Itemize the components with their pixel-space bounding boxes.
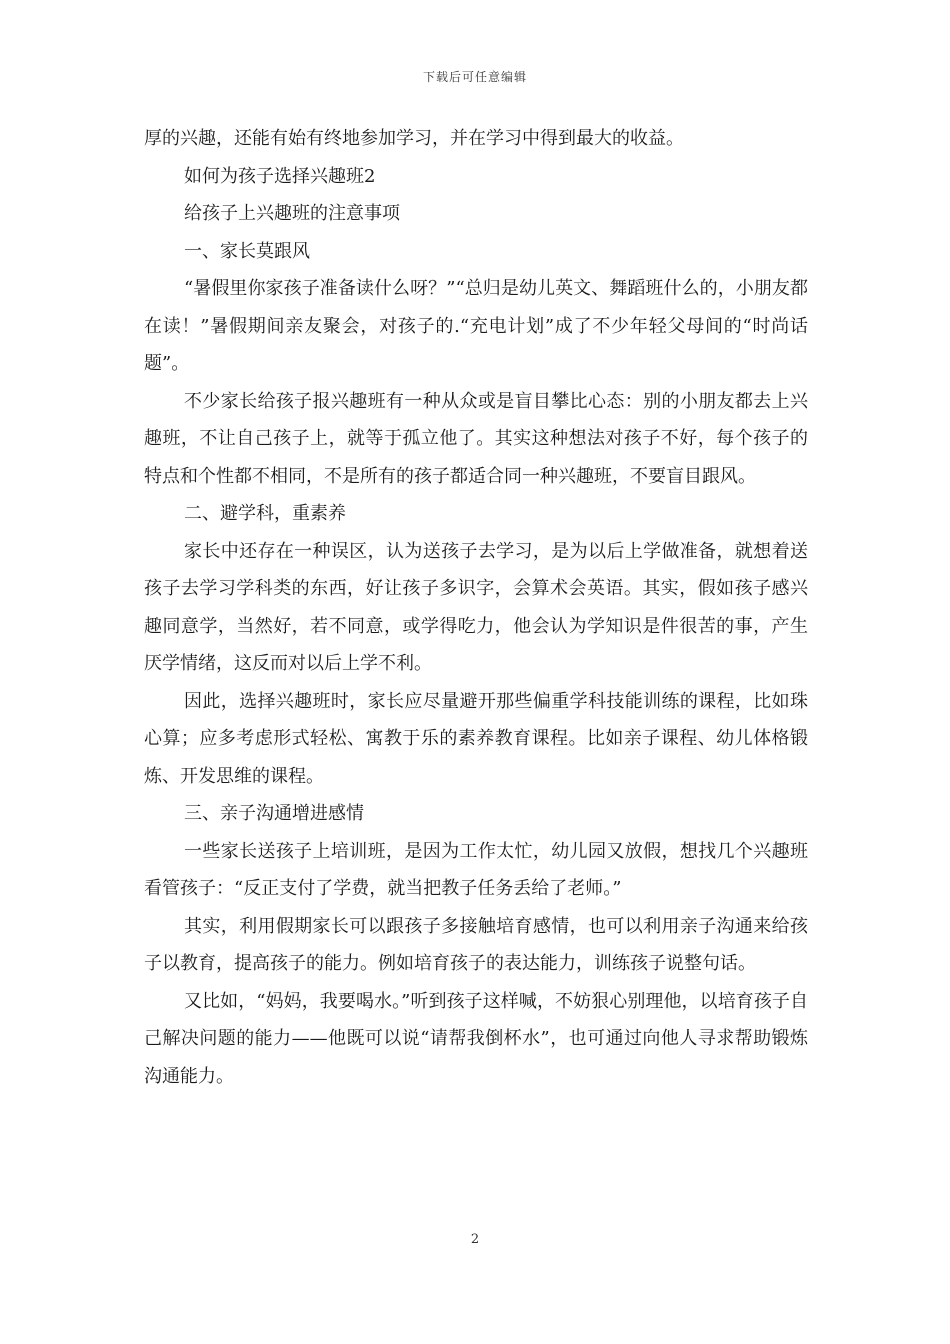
section-subtitle: 给孩子上兴趣班的注意事项 bbox=[184, 203, 400, 224]
paragraph: 家长中还存在一种误区，认为送孩子去学习，是为以后上学做准备，就想着送孩子去学习学科类的东西，好让孩子多识字，会算术会英语。其实，假如孩子感兴趣同意学，当然好，若不同意，或学得吃力，他会认为学知识是件很苦的事，产生厌学情绪，这反而对以后上学不利。 bbox=[144, 540, 808, 674]
paragraph: 又比如，“妈妈，我要喝水。”听到孩子这样喊，不妨狠心别理他，以培育孩子自己解决问题的能力——他既可以说“请帮我倒杯水”，也可通过向他人寻求帮助锻炼沟通能力。 bbox=[144, 990, 808, 1087]
paragraph: 其实，利用假期家长可以跟孩子多接触培育感情，也可以利用亲子沟通来给孩子以教育，提高孩子的能力。例如培育孩子的表达能力，训练孩子说整句话。 bbox=[144, 915, 808, 974]
page-header: 下载后可任意编辑 bbox=[422, 70, 527, 84]
section-title: 如何为孩子选择兴趣班2 bbox=[184, 165, 376, 187]
paragraph: 一些家长送孩子上培训班，是因为工作太忙，幼儿园又放假，想找几个兴趣班看管孩子：“反正支付了学费，就当把教子任务丢给了老师。” bbox=[144, 840, 808, 899]
document-body bbox=[144, 120, 808, 1095]
heading-1: 一、家长莫跟风 bbox=[184, 240, 310, 262]
paragraph: 不少家长给孩子报兴趣班有一种从众或是盲目攀比心态：别的小朋友都去上兴趣班，不让自己孩子上，就等于孤立他了。其实这种想法对孩子不好，每个孩子的特点和个性都不相同，不是所有的孩子都适合同一种兴趣班，不要盲目跟风。 bbox=[144, 390, 808, 487]
paragraph: 厚的兴趣，还能有始有终地参加学习，并在学习中得到最大的收益。 bbox=[144, 128, 684, 149]
paragraph: “暑假里你家孩子准备读什么呀？”“总归是幼儿英文、舞蹈班什么的，小朋友都在读！”暑假期间亲友聚会，对孩子的.“充电计划”成了不少年轻父母间的“时尚话题”。 bbox=[144, 278, 808, 374]
heading-3: 三、亲子沟通增进感情 bbox=[184, 803, 364, 824]
paragraph: 因此，选择兴趣班时，家长应尽量避开那些偏重学科技能训练的课程，比如珠心算；应多考虑形式轻松、寓教于乐的素养教育课程。比如亲子课程、幼儿体格锻炼、开发思维的课程。 bbox=[144, 690, 808, 787]
heading-2: 二、避学科，重素养 bbox=[184, 503, 346, 524]
page-number: 2 bbox=[470, 1232, 480, 1247]
